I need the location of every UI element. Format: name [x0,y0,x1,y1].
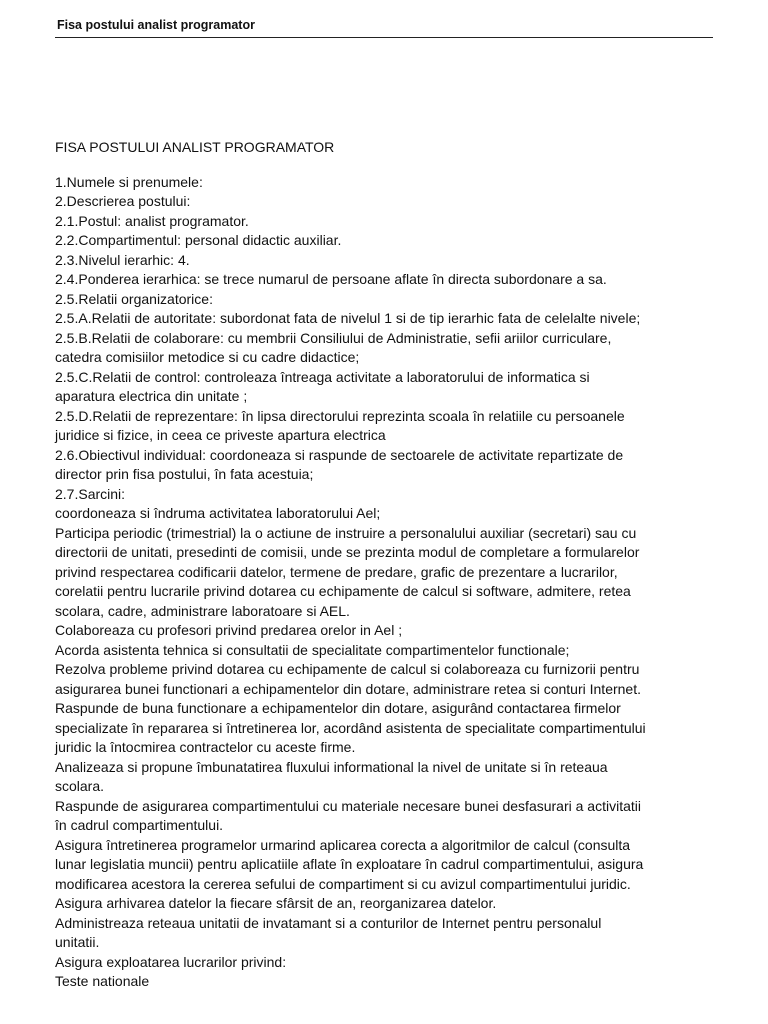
text-line: 1.Numele si prenumele: [55,173,203,190]
document-lines [55,173,720,992]
text-line: director prin fisa postului, în fata acestuia; [55,466,314,482]
text-line: 2.2.Compartimentul: personal didactic auxiliar. [55,232,342,248]
text-line: coordoneaza si îndruma activitatea laboratorului Ael; [55,505,381,521]
text-line: în cadrul compartimentului. [55,817,224,833]
text-line: 2.1.Postul: analist programator. [55,212,249,229]
text-line: 2.4.Ponderea ierarhica: se trece numarul de persoane aflate în directa subordonare a sa. [55,271,607,287]
running-header-title: Fisa postului analist programator [57,18,255,32]
text-line: Asigura întretinerea programelor urmarind aplicarea corecta a algoritmilor de calcul (consulta [55,836,631,853]
text-line: Teste nationale [55,973,150,989]
text-line: 2.5.C.Relatii de control: controleaza întreaga activitate a laboratorului de informatica si [55,368,590,385]
text-line: Asigura arhivarea datelor la fiecare sfârsit de an, reorganizarea datelor. [55,895,497,911]
text-line: 2.6.Obiectivul individual: coordoneaza si raspunde de sectoarele de activitate repartizate de [55,446,624,463]
text-line: specializate în repararea si întretinerea lor, acordând asistenta de specialitate compartimentului [55,719,646,736]
text-line: 2.3.Nivelul ierarhic: 4. [55,251,190,268]
text-line: scolara, cadre, administrare laboratoare si AEL. [55,602,350,619]
text-line: 2.5.A.Relatii de autoritate: subordonat fata de nivelul 1 si de tip ierarhic fata de celelalte nivele; [55,310,641,326]
text-line: modificarea acestora la cererea sefului de compartiment si cu avizul compartimentului juridic. [55,875,631,892]
text-line: lunar legislatia muncii) pentru aplicatiile aflate în exploatare în cadrul compartimentului, asigura [55,856,644,872]
text-line: Asigura exploatarea lucrarilor privind: [55,953,287,970]
text-line: aparatura electrica din unitate ; [55,388,248,404]
text-line: unitatii. [55,934,100,950]
text-line: catedra comisiilor metodice si cu cadre didactice; [55,349,360,365]
text-line: Raspunde de asigurarea compartimentului cu materiale necesare bunei desfasurari a activitatii [55,797,641,814]
text-line: Acorda asistenta tehnica si consultatii de specialitate compartimentelor functionale; [55,641,570,658]
text-line: scolara. [55,778,105,794]
text-line: 2.5.D.Relatii de reprezentare: în lipsa directorului reprezinta scoala în relatiile cu persoanele [55,407,625,424]
text-line: Rezolva probleme privind dotarea cu echipamente de calcul si colaboreaza cu furnizorii pentru [55,661,640,677]
text-line: directorii de unitati, presedinti de comisii, unde se prezinta modul de completare a formularelor [55,544,640,560]
page-header [55,16,713,38]
text-line: Participa periodic (trimestrial) la o actiune de instruire a personalului auxiliar (secretari) sau cu [55,524,637,541]
document-title: FISA POSTULUI ANALIST PROGRAMATOR [55,139,335,155]
text-line: 2.Descrierea postului: [55,193,191,209]
document-body [55,138,720,992]
text-line: Colaboreaza cu profesori privind predarea orelor in Ael ; [55,622,403,638]
text-line: privind respectarea codificarii datelor, termene de predare, grafic de prezentare a lucrarilor, [55,563,618,580]
text-line: Raspunde de buna functionare a echipamentelor din dotare, asigurând contactarea firmelor [55,700,621,716]
text-line: 2.5.Relatii organizatorice: [55,290,213,307]
text-line: juridice si fizice, in ceea ce priveste apartura electrica [55,427,386,443]
text-line: Analizeaza si propune îmbunatatirea fluxului informational la nivel de unitate si în reteaua [55,758,608,775]
text-line: asigurarea bunei functionari a echipamentelor din dotare, administrare retea si conturi Internet. [55,680,641,697]
text-line: 2.5.B.Relatii de colaborare: cu membrii Consiliului de Administratie, sefii ariilor curriculare, [55,329,612,346]
text-line: Administreaza reteaua unitatii de invatamant si a conturilor de Internet pentru personalul [55,914,602,931]
text-line: 2.7.Sarcini: [55,485,126,502]
text-line: corelatii pentru lucrarile privind dotarea cu echipamente de calcul si software, admitere, retea [55,583,631,599]
text-line: juridic la întocmirea contractelor cu aceste firme. [55,739,356,755]
